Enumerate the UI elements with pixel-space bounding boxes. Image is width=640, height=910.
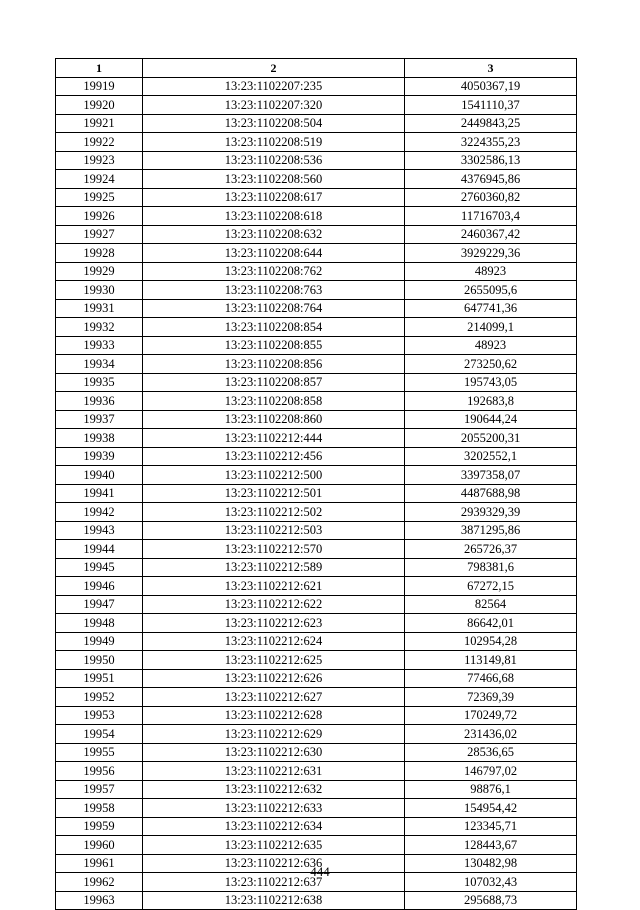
row-number-cell: 19933	[56, 336, 143, 355]
cadastral-number-cell: 13:23:1102208:536	[143, 151, 405, 170]
cadastral-number-cell: 13:23:1102208:644	[143, 244, 405, 263]
cadastral-number-cell: 13:23:1102208:857	[143, 373, 405, 392]
cadastral-number-cell: 13:23:1102207:320	[143, 96, 405, 115]
row-number-cell: 19963	[56, 891, 143, 910]
value-cell: 2939329,39	[405, 503, 577, 522]
value-cell: 295688,73	[405, 891, 577, 910]
row-number-cell: 19943	[56, 521, 143, 540]
value-cell: 3929229,36	[405, 244, 577, 263]
cadastral-number-cell: 13:23:1102208:617	[143, 188, 405, 207]
table-row	[56, 706, 577, 725]
row-number-cell: 19953	[56, 706, 143, 725]
cadastral-number-cell: 13:23:1102212:629	[143, 725, 405, 744]
table-row	[56, 170, 577, 189]
value-cell: 146797,02	[405, 762, 577, 781]
table-row	[56, 355, 577, 374]
row-number-cell: 19936	[56, 392, 143, 411]
value-cell: 107032,43	[405, 873, 577, 892]
row-number-cell: 19921	[56, 114, 143, 133]
cadastral-number-cell: 13:23:1102212:501	[143, 484, 405, 503]
table-row	[56, 743, 577, 762]
table-row	[56, 577, 577, 596]
value-cell: 86642,01	[405, 614, 577, 633]
cadastral-number-cell: 13:23:1102212:456	[143, 447, 405, 466]
value-cell: 3224355,23	[405, 133, 577, 152]
cadastral-number-cell: 13:23:1102208:762	[143, 262, 405, 281]
row-number-cell: 19934	[56, 355, 143, 374]
value-cell: 2460367,42	[405, 225, 577, 244]
table-row	[56, 188, 577, 207]
value-cell: 3202552,1	[405, 447, 577, 466]
value-cell: 2760360,82	[405, 188, 577, 207]
table-row	[56, 77, 577, 96]
value-cell: 130482,98	[405, 854, 577, 873]
value-cell: 2655095,6	[405, 281, 577, 300]
row-number-cell: 19931	[56, 299, 143, 318]
table-row	[56, 558, 577, 577]
row-number-cell: 19924	[56, 170, 143, 189]
table-row	[56, 799, 577, 818]
value-cell: 231436,02	[405, 725, 577, 744]
cadastral-number-cell: 13:23:1102208:764	[143, 299, 405, 318]
cadastral-number-cell: 13:23:1102208:856	[143, 355, 405, 374]
value-cell: 4376945,86	[405, 170, 577, 189]
table-row	[56, 281, 577, 300]
cadastral-number-cell: 13:23:1102208:560	[143, 170, 405, 189]
table-row	[56, 669, 577, 688]
table-row	[56, 207, 577, 226]
value-cell: 190644,24	[405, 410, 577, 429]
row-number-cell: 19958	[56, 799, 143, 818]
header-row	[56, 59, 577, 78]
cadastral-number-cell: 13:23:1102208:519	[143, 133, 405, 152]
row-number-cell: 19940	[56, 466, 143, 485]
table-row	[56, 151, 577, 170]
value-cell: 647741,36	[405, 299, 577, 318]
value-cell: 3871295,86	[405, 521, 577, 540]
table-row	[56, 336, 577, 355]
table-body	[56, 77, 577, 910]
row-number-cell: 19947	[56, 595, 143, 614]
cadastral-number-cell: 13:23:1102212:630	[143, 743, 405, 762]
row-number-cell: 19935	[56, 373, 143, 392]
table-row	[56, 392, 577, 411]
cadastral-number-cell: 13:23:1102212:638	[143, 891, 405, 910]
cadastral-number-cell: 13:23:1102212:589	[143, 558, 405, 577]
cadastral-number-cell: 13:23:1102212:632	[143, 780, 405, 799]
row-number-cell: 19946	[56, 577, 143, 596]
page-number: 444	[310, 864, 330, 879]
row-number-cell: 19960	[56, 836, 143, 855]
cadastral-number-cell: 13:23:1102208:854	[143, 318, 405, 337]
row-number-cell: 19937	[56, 410, 143, 429]
table-row	[56, 429, 577, 448]
value-cell: 273250,62	[405, 355, 577, 374]
column-header-1: 1	[56, 59, 143, 78]
table-row	[56, 484, 577, 503]
cadastral-number-cell: 13:23:1102208:632	[143, 225, 405, 244]
table-row	[56, 780, 577, 799]
value-cell: 113149,81	[405, 651, 577, 670]
row-number-cell: 19925	[56, 188, 143, 207]
row-number-cell: 19919	[56, 77, 143, 96]
cadastral-number-cell: 13:23:1102212:621	[143, 577, 405, 596]
cadastral-number-cell: 13:23:1102208:860	[143, 410, 405, 429]
value-cell: 123345,71	[405, 817, 577, 836]
value-cell: 128443,67	[405, 836, 577, 855]
row-number-cell: 19957	[56, 780, 143, 799]
table-row	[56, 651, 577, 670]
row-number-cell: 19941	[56, 484, 143, 503]
row-number-cell: 19948	[56, 614, 143, 633]
value-cell: 77466,68	[405, 669, 577, 688]
cadastral-number-cell: 13:23:1102212:634	[143, 817, 405, 836]
cadastral-number-cell: 13:23:1102208:618	[143, 207, 405, 226]
row-number-cell: 19939	[56, 447, 143, 466]
table-row	[56, 836, 577, 855]
table-row	[56, 632, 577, 651]
value-cell: 48923	[405, 262, 577, 281]
value-cell: 170249,72	[405, 706, 577, 725]
table-row	[56, 540, 577, 559]
cadastral-number-cell: 13:23:1102212:628	[143, 706, 405, 725]
table-row	[56, 688, 577, 707]
cadastral-number-cell: 13:23:1102212:502	[143, 503, 405, 522]
cadastral-number-cell: 13:23:1102207:235	[143, 77, 405, 96]
value-cell: 265726,37	[405, 540, 577, 559]
table-row	[56, 891, 577, 910]
column-header-2: 2	[143, 59, 405, 78]
row-number-cell: 19926	[56, 207, 143, 226]
cadastral-number-cell: 13:23:1102212:627	[143, 688, 405, 707]
row-number-cell: 19952	[56, 688, 143, 707]
row-number-cell: 19928	[56, 244, 143, 263]
table-row	[56, 133, 577, 152]
cadastral-number-cell: 13:23:1102212:623	[143, 614, 405, 633]
cadastral-number-cell: 13:23:1102212:635	[143, 836, 405, 855]
value-cell: 192683,8	[405, 392, 577, 411]
row-number-cell: 19922	[56, 133, 143, 152]
value-cell: 4050367,19	[405, 77, 577, 96]
value-cell: 48923	[405, 336, 577, 355]
data-table	[55, 58, 577, 910]
cadastral-number-cell: 13:23:1102208:504	[143, 114, 405, 133]
table-header	[56, 59, 577, 78]
table-row	[56, 503, 577, 522]
cadastral-number-cell: 13:23:1102212:624	[143, 632, 405, 651]
cadastral-number-cell: 13:23:1102212:637	[143, 873, 405, 892]
value-cell: 11716703,4	[405, 207, 577, 226]
cadastral-number-cell: 13:23:1102208:763	[143, 281, 405, 300]
cadastral-number-cell: 13:23:1102212:626	[143, 669, 405, 688]
table-row	[56, 447, 577, 466]
table-row	[56, 725, 577, 744]
row-number-cell: 19959	[56, 817, 143, 836]
table-row	[56, 466, 577, 485]
table-row	[56, 595, 577, 614]
cadastral-number-cell: 13:23:1102208:858	[143, 392, 405, 411]
value-cell: 3397358,07	[405, 466, 577, 485]
cadastral-number-cell: 13:23:1102212:625	[143, 651, 405, 670]
column-header-3: 3	[405, 59, 577, 78]
row-number-cell: 19929	[56, 262, 143, 281]
row-number-cell: 19944	[56, 540, 143, 559]
row-number-cell: 19923	[56, 151, 143, 170]
cadastral-number-cell: 13:23:1102212:444	[143, 429, 405, 448]
row-number-cell: 19938	[56, 429, 143, 448]
value-cell: 1541110,37	[405, 96, 577, 115]
table-row	[56, 521, 577, 540]
value-cell: 154954,42	[405, 799, 577, 818]
table-row	[56, 373, 577, 392]
cadastral-number-cell: 13:23:1102212:622	[143, 595, 405, 614]
value-cell: 102954,28	[405, 632, 577, 651]
cadastral-number-cell: 13:23:1102212:570	[143, 540, 405, 559]
value-cell: 3302586,13	[405, 151, 577, 170]
value-cell: 82564	[405, 595, 577, 614]
table-row	[56, 817, 577, 836]
value-cell: 28536,65	[405, 743, 577, 762]
table-row	[56, 410, 577, 429]
value-cell: 2449843,25	[405, 114, 577, 133]
row-number-cell: 19927	[56, 225, 143, 244]
table-row	[56, 244, 577, 263]
cadastral-number-cell: 13:23:1102212:631	[143, 762, 405, 781]
table-row	[56, 262, 577, 281]
row-number-cell: 19954	[56, 725, 143, 744]
value-cell: 2055200,31	[405, 429, 577, 448]
value-cell: 72369,39	[405, 688, 577, 707]
row-number-cell: 19956	[56, 762, 143, 781]
table-row	[56, 299, 577, 318]
table-row	[56, 614, 577, 633]
table-row	[56, 114, 577, 133]
value-cell: 798381,6	[405, 558, 577, 577]
row-number-cell: 19950	[56, 651, 143, 670]
row-number-cell: 19951	[56, 669, 143, 688]
row-number-cell: 19932	[56, 318, 143, 337]
table-row	[56, 225, 577, 244]
value-cell: 4487688,98	[405, 484, 577, 503]
row-number-cell: 19961	[56, 854, 143, 873]
cadastral-number-cell: 13:23:1102212:503	[143, 521, 405, 540]
value-cell: 98876,1	[405, 780, 577, 799]
row-number-cell: 19930	[56, 281, 143, 300]
table-row	[56, 762, 577, 781]
row-number-cell: 19962	[56, 873, 143, 892]
cadastral-number-cell: 13:23:1102208:855	[143, 336, 405, 355]
row-number-cell: 19920	[56, 96, 143, 115]
row-number-cell: 19945	[56, 558, 143, 577]
value-cell: 214099,1	[405, 318, 577, 337]
row-number-cell: 19949	[56, 632, 143, 651]
cadastral-number-cell: 13:23:1102212:500	[143, 466, 405, 485]
row-number-cell: 19942	[56, 503, 143, 522]
cadastral-number-cell: 13:23:1102212:636	[143, 854, 405, 873]
value-cell: 67272,15	[405, 577, 577, 596]
table-row	[56, 96, 577, 115]
cadastral-number-cell: 13:23:1102212:633	[143, 799, 405, 818]
value-cell: 195743,05	[405, 373, 577, 392]
table-row	[56, 318, 577, 337]
row-number-cell: 19955	[56, 743, 143, 762]
